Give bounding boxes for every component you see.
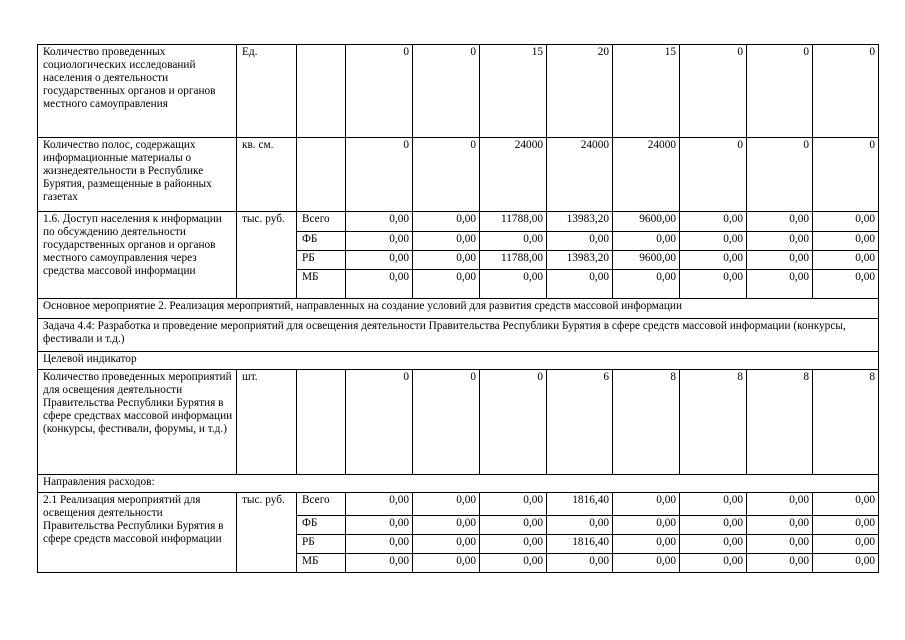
empty-cell — [297, 138, 346, 212]
value-cell: 0,00 — [747, 212, 813, 232]
value-cell: 0,00 — [813, 554, 879, 573]
activity-name: 2.1 Реализация мероприятий для освещения деятельности Правительства Республики Бурятия в сфере средств массовой информации — [38, 493, 237, 573]
value-cell: 0,00 — [346, 535, 413, 554]
value-cell: 0,00 — [613, 516, 680, 535]
value-cell: 0,00 — [813, 251, 879, 270]
value-cell: 15 — [480, 45, 547, 138]
value-cell: 0,00 — [480, 270, 547, 299]
value-cell: 0,00 — [680, 232, 747, 251]
table-row — [38, 319, 879, 352]
indicator-name: Количество проведенных социологических исследований населения о деятельности государственных органов и органов местного самоуправления — [38, 45, 237, 138]
source-label: МБ — [297, 554, 346, 573]
value-cell: 0,00 — [547, 270, 613, 299]
value-cell: 0 — [813, 45, 879, 138]
unit-cell: шт. — [237, 370, 297, 475]
table-row — [38, 370, 879, 475]
value-cell: 0,00 — [413, 516, 480, 535]
unit-cell: тыс. руб. — [237, 212, 297, 299]
source-label: МБ — [297, 270, 346, 299]
value-cell: 0,00 — [613, 232, 680, 251]
value-cell: 0,00 — [346, 554, 413, 573]
value-cell: 0,00 — [413, 232, 480, 251]
value-cell: 15 — [613, 45, 680, 138]
value-cell: 0,00 — [480, 554, 547, 573]
value-cell: 0,00 — [747, 516, 813, 535]
value-cell: 8 — [813, 370, 879, 475]
value-cell: 0,00 — [346, 232, 413, 251]
value-cell: 0,00 — [613, 270, 680, 299]
value-cell: 0 — [413, 370, 480, 475]
value-cell: 11788,00 — [480, 251, 547, 270]
value-cell: 0 — [747, 138, 813, 212]
value-cell: 0 — [413, 138, 480, 212]
value-cell: 0,00 — [680, 516, 747, 535]
value-cell: 0,00 — [413, 212, 480, 232]
table-row — [38, 138, 879, 212]
value-cell: 0,00 — [346, 493, 413, 516]
table-row — [38, 299, 879, 319]
empty-cell — [297, 45, 346, 138]
value-cell: 24000 — [613, 138, 680, 212]
value-cell: 0 — [346, 370, 413, 475]
value-cell: 0,00 — [613, 493, 680, 516]
indicators-table — [37, 44, 879, 573]
target-indicator-heading: Целевой индикатор — [38, 352, 879, 370]
value-cell: 0,00 — [747, 232, 813, 251]
value-cell: 0,00 — [747, 554, 813, 573]
source-label: Всего — [297, 493, 346, 516]
table-row — [38, 352, 879, 370]
value-cell: 0 — [413, 45, 480, 138]
value-cell: 0,00 — [613, 554, 680, 573]
value-cell: 0,00 — [613, 535, 680, 554]
table-row — [38, 493, 879, 516]
value-cell: 0,00 — [480, 493, 547, 516]
value-cell: 0,00 — [547, 554, 613, 573]
source-label: ФБ — [297, 232, 346, 251]
value-cell: 0,00 — [346, 516, 413, 535]
value-cell: 0,00 — [680, 535, 747, 554]
value-cell: 8 — [680, 370, 747, 475]
value-cell: 0,00 — [480, 535, 547, 554]
value-cell: 0,00 — [813, 493, 879, 516]
value-cell: 0,00 — [680, 493, 747, 516]
value-cell: 0,00 — [547, 232, 613, 251]
source-label: РБ — [297, 251, 346, 270]
value-cell: 0,00 — [680, 212, 747, 232]
value-cell: 0,00 — [346, 270, 413, 299]
unit-cell: тыс. руб. — [237, 493, 297, 573]
value-cell: 6 — [547, 370, 613, 475]
value-cell: 13983,20 — [547, 212, 613, 232]
value-cell: 0,00 — [480, 516, 547, 535]
value-cell: 0,00 — [413, 270, 480, 299]
source-label: Всего — [297, 212, 346, 232]
value-cell: 0,00 — [747, 535, 813, 554]
value-cell: 0,00 — [413, 554, 480, 573]
source-label: ФБ — [297, 516, 346, 535]
value-cell: 11788,00 — [480, 212, 547, 232]
value-cell: 0,00 — [680, 270, 747, 299]
value-cell: 0,00 — [413, 493, 480, 516]
value-cell: 13983,20 — [547, 251, 613, 270]
value-cell: 0,00 — [413, 251, 480, 270]
main-activity-heading: Основное мероприятие 2. Реализация мероприятий, направленных на создание условий для развития средств массовой информации — [38, 299, 879, 319]
value-cell: 0,00 — [813, 232, 879, 251]
expenses-heading: Направления расходов: — [38, 475, 879, 493]
source-label: РБ — [297, 535, 346, 554]
value-cell: 0,00 — [547, 516, 613, 535]
value-cell: 9600,00 — [613, 251, 680, 270]
value-cell: 0,00 — [680, 251, 747, 270]
indicator-name: Количество проведенных мероприятий для освещения деятельности Правительства Республики Бурятия в сфере средствах массовой информации (конкурсы, фестивали, форумы, и т.д.) — [38, 370, 237, 475]
value-cell: 1816,40 — [547, 493, 613, 516]
unit-cell: кв. см. — [237, 138, 297, 212]
value-cell: 9600,00 — [613, 212, 680, 232]
value-cell: 0,00 — [813, 270, 879, 299]
table-row — [38, 45, 879, 138]
value-cell: 8 — [613, 370, 680, 475]
value-cell: 20 — [547, 45, 613, 138]
value-cell: 0,00 — [346, 212, 413, 232]
unit-cell: Ед. — [237, 45, 297, 138]
empty-cell — [297, 370, 346, 475]
value-cell: 24000 — [480, 138, 547, 212]
value-cell: 0,00 — [813, 516, 879, 535]
value-cell: 0,00 — [680, 554, 747, 573]
value-cell: 0 — [680, 45, 747, 138]
activity-name: 1.6. Доступ населения к информации по обсуждению деятельности государственных органов и органов местного самоуправления через средства массовой информации — [38, 212, 237, 299]
value-cell: 0 — [747, 45, 813, 138]
value-cell: 0,00 — [813, 212, 879, 232]
value-cell: 0,00 — [747, 270, 813, 299]
value-cell: 1816,40 — [547, 535, 613, 554]
value-cell: 0,00 — [480, 232, 547, 251]
value-cell: 0 — [813, 138, 879, 212]
value-cell: 0 — [680, 138, 747, 212]
value-cell: 24000 — [547, 138, 613, 212]
value-cell: 0,00 — [747, 251, 813, 270]
value-cell: 8 — [747, 370, 813, 475]
table-row — [38, 475, 879, 493]
value-cell: 0 — [480, 370, 547, 475]
value-cell: 0,00 — [747, 493, 813, 516]
indicator-name: Количество полос, содержащих информационные материалы о жизнедеятельности в Республике Бурятия, размещенные в районных газетах — [38, 138, 237, 212]
value-cell: 0,00 — [813, 535, 879, 554]
value-cell: 0 — [346, 138, 413, 212]
value-cell: 0 — [346, 45, 413, 138]
value-cell: 0,00 — [413, 535, 480, 554]
table-row — [38, 212, 879, 232]
task-heading: Задача 4.4: Разработка и проведение мероприятий для освещения деятельности Правительства Республики Бурятия в сфере средств массовой информации (конкурсы, фестивали и т.д.) — [38, 319, 879, 352]
value-cell: 0,00 — [346, 251, 413, 270]
